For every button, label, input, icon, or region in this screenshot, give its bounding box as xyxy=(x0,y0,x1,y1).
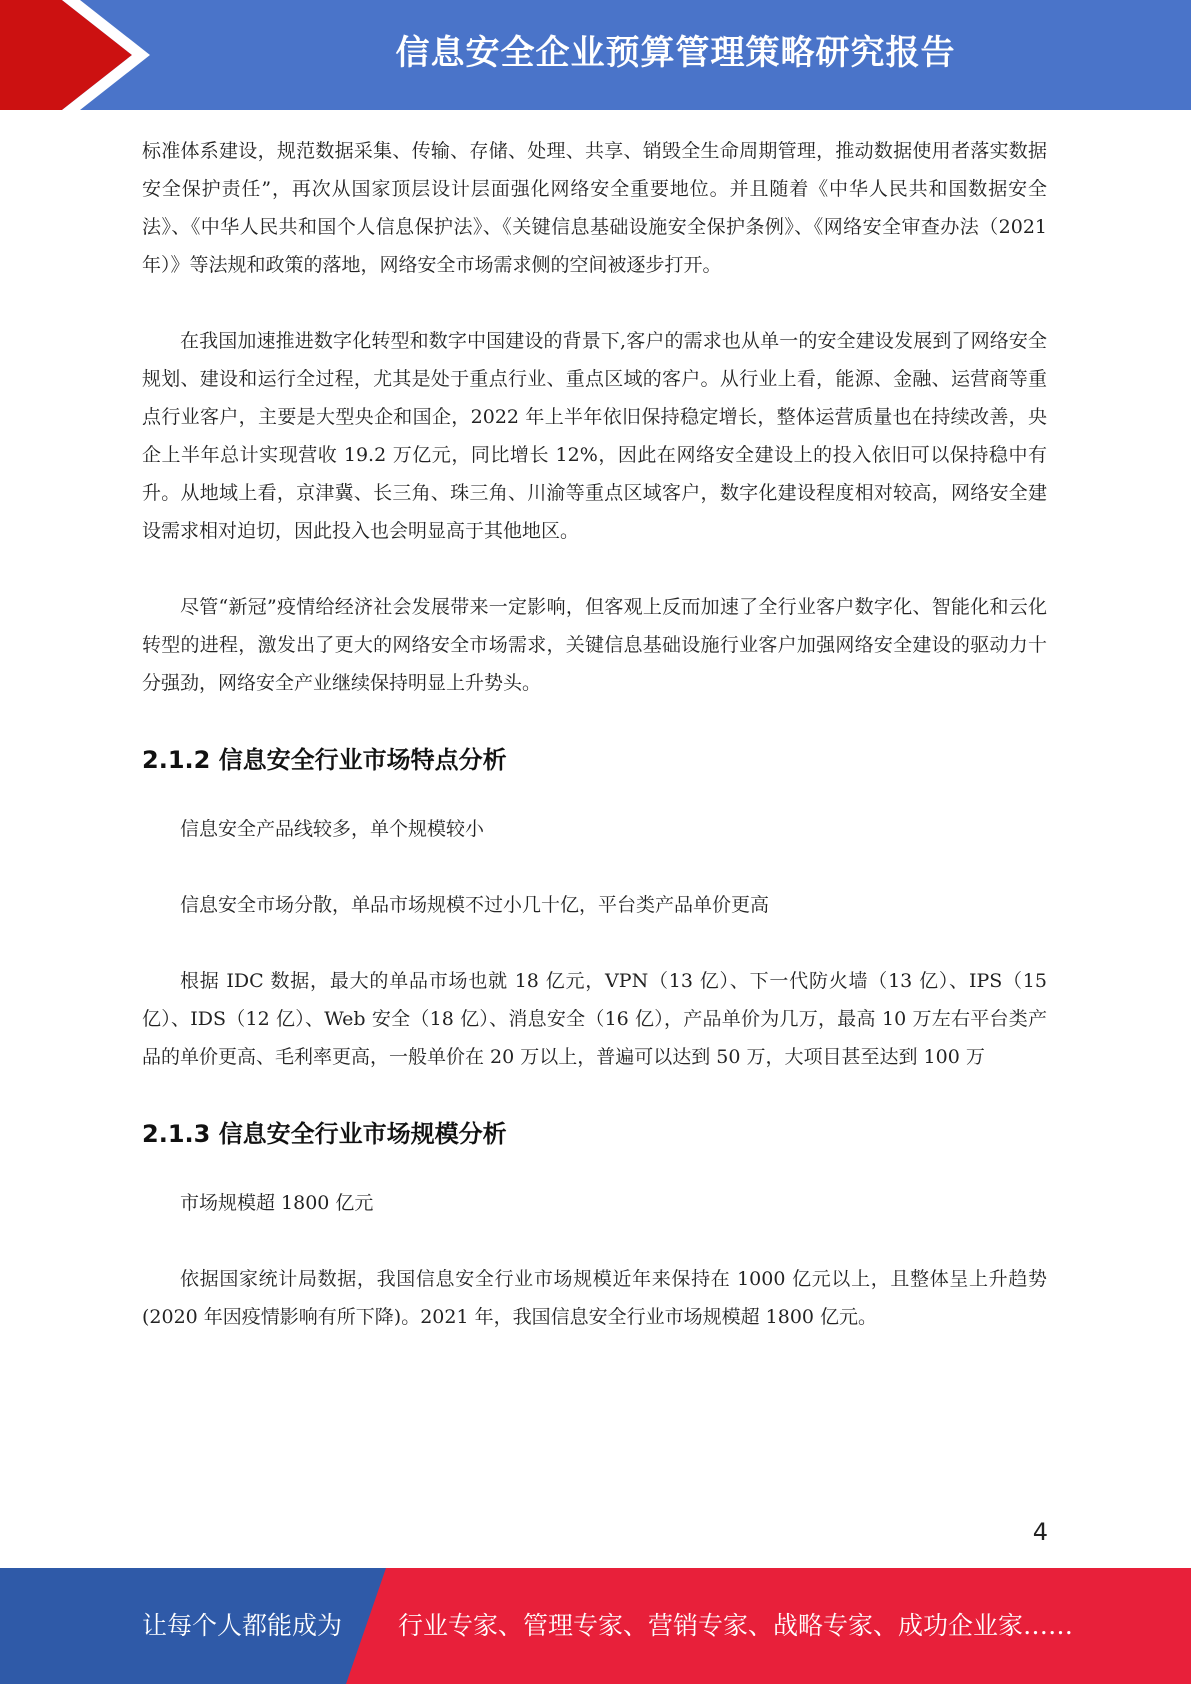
paragraph: 在我国加速推进数字化转型和数字中国建设的背景下,客户的需求也从单一的安全建设发展到了网络安全规划、建设和运行全过程，尤其是处于重点行业、重点区域的客户。从行业上看，能源、金融、运营商等重点行业客户，主要是大型央企和国企，2022 年上半年依旧保持稳定增长，整体运营质量也在持续改善，央企上半年总计实现营收 19.2 万亿元，同比增长 12%，因此在网络安全建设上的投入依旧可以保持稳中有升。从地域上看，京津冀、长三角、珠三角、川渝等重点区域客户，数字化建设程度相对较高，网络安全建设需求相对迫切，因此投入也会明显高于其他地区。 xyxy=(142,330,1047,542)
paragraph: 标准体系建设，规范数据采集、传输、存储、处理、共享、销毁全生命周期管理，推动数据使用者落实数据安全保护责任”，再次从国家顶层设计层面强化网络安全重要地位。并且随着《中华人民共和国数据安全法》、《中华人民共和国个人信息保护法》、《关键信息基础设施安全保护条例》、《网络安全审查办法（2021 年）》等法规和政策的落地，网络安全市场需求侧的空间被逐步打开。 xyxy=(142,140,1047,276)
page-number: 4 xyxy=(1032,1518,1048,1546)
document-title: 信息安全企业预算管理策略研究报告 xyxy=(395,33,956,73)
footer-slogan-left: 让每个人都能成为 xyxy=(142,1611,343,1640)
paragraph: 信息安全市场分散，单品市场规模不过小几十亿，平台类产品单价更高 xyxy=(180,894,770,916)
paragraph: 尽管“新冠”疫情给经济社会发展带来一定影响，但客观上反而加速了全行业客户数字化、智能化和云化转型的进程，激发出了更大的网络安全市场需求，关键信息基础设施行业客户加强网络安全建设的驱动力十分强劲，网络安全产业继续保持明显上升势头。 xyxy=(142,596,1047,694)
document-body xyxy=(142,132,1047,1374)
header-chevron-icon xyxy=(0,0,170,110)
page-header xyxy=(0,0,1191,110)
paragraph: 信息安全产品线较多，单个规模较小 xyxy=(180,818,485,840)
paragraph: 根据 IDC 数据，最大的单品市场也就 18 亿元，VPN（13 亿）、下一代防火墙（13 亿）、IPS（15 亿）、IDS（12 亿）、Web 安全（18 亿）、消息安全（16 亿），产品单价为几万，最高 10 万左右平台类产品的单价更高、毛利率更高，一般单价在 20 万以上，普遍可以达到 50 万，大项目甚至达到 100 万 xyxy=(142,970,1047,1068)
paragraph: 依据国家统计局数据，我国信息安全行业市场规模近年来保持在 1000 亿元以上，且整体呈上升趋势(2020 年因疫情影响有所下降)。2021 年，我国信息安全行业市场规模超 1800 亿元。 xyxy=(142,1268,1047,1328)
section-heading-2-1-2: 2.1.2 信息安全行业市场特点分析 xyxy=(142,746,507,774)
footer-slogan-right: 行业专家、管理专家、营销专家、战略专家、成功企业家…… xyxy=(398,1611,1074,1640)
paragraph: 市场规模超 1800 亿元 xyxy=(180,1192,374,1214)
section-heading-2-1-3: 2.1.3 信息安全行业市场规模分析 xyxy=(142,1120,507,1148)
page-footer xyxy=(0,1568,1191,1684)
